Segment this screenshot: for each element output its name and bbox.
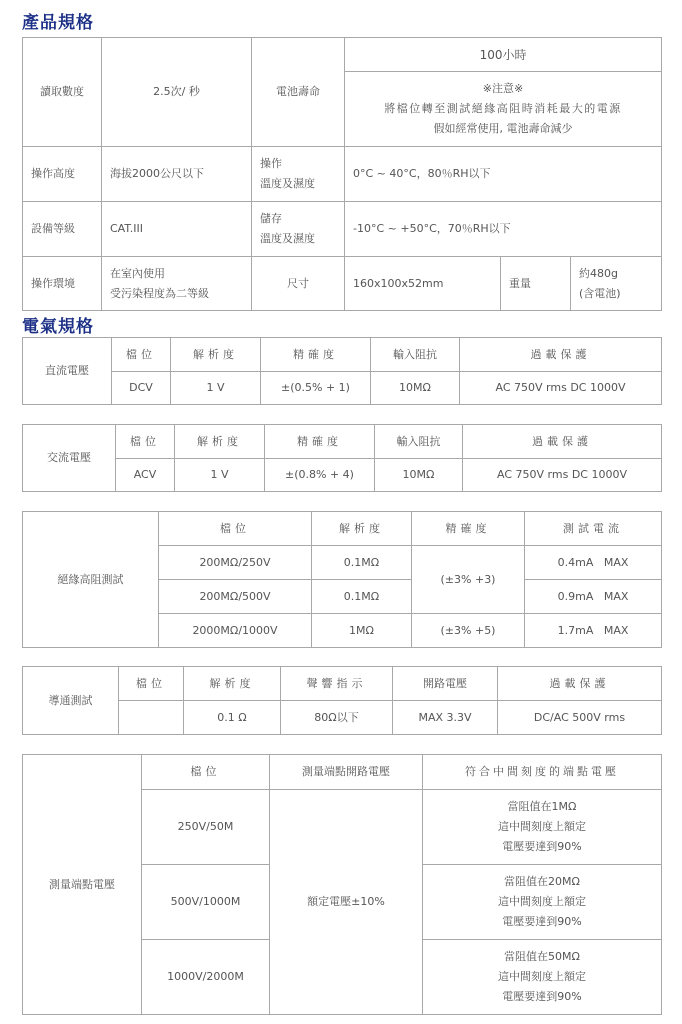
- note-line: 這中間刻度上額定: [498, 820, 586, 833]
- environment-value-line: 受污染程度為二等級: [110, 286, 209, 300]
- table-header: 過載保護: [463, 425, 662, 459]
- table-header: 開路電壓: [393, 667, 498, 701]
- table-cell: 0.1 Ω: [184, 701, 281, 735]
- table-cell: [119, 701, 184, 735]
- category-label: 設備等級: [23, 202, 102, 257]
- size-label: 尺寸: [252, 257, 345, 311]
- category-value: CAT.III: [102, 202, 252, 257]
- table-header: 檔位: [112, 338, 171, 372]
- note-line: 電壓要達到90%: [502, 840, 582, 853]
- read-rate-value: 2.5次/ 秒: [102, 38, 252, 147]
- insulation-table: [22, 511, 662, 648]
- continuity-table: [22, 666, 662, 735]
- weight-value-line: (含電池): [579, 286, 621, 300]
- table-cell: [423, 790, 662, 865]
- environment-label: 操作環境: [23, 257, 102, 311]
- continuity-label: 導通測試: [23, 667, 119, 735]
- table-header: 過載保護: [460, 338, 662, 372]
- battery-value: 100小時: [345, 38, 662, 72]
- environment-value: [102, 257, 252, 311]
- table-cell: 0.4mA MAX: [525, 546, 662, 580]
- table-header: 測試電流: [525, 512, 662, 546]
- acv-table: [22, 424, 662, 492]
- op-temp-label: [252, 147, 345, 202]
- terminal-voltage-table: [22, 754, 662, 1015]
- op-temp-value: 0°C ~ 40°C，80％RH以下: [345, 147, 662, 202]
- table-cell: ±(0.8% + 4): [265, 459, 375, 492]
- table-cell: (±3% +3): [412, 546, 525, 614]
- weight-label: 重量: [501, 257, 571, 311]
- table-cell: MAX 3.3V: [393, 701, 498, 735]
- read-rate-label: 讀取數度: [23, 38, 102, 147]
- weight-value: [571, 257, 662, 311]
- table-header: 符合中間刻度的端點電壓: [423, 755, 662, 790]
- electrical-spec-title: 電氣規格: [22, 317, 94, 337]
- table-header: 精確度: [261, 338, 371, 372]
- table-cell: [423, 940, 662, 1015]
- table-cell: 0.1MΩ: [312, 580, 412, 614]
- table-cell: DC/AC 500V rms: [498, 701, 662, 735]
- table-header: 精確度: [265, 425, 375, 459]
- altitude-value: 海拔2000公尺以下: [102, 147, 252, 202]
- altitude-label: 操作高度: [23, 147, 102, 202]
- note-line: 電壓要達到90%: [502, 915, 582, 928]
- table-header: 輸入阻抗: [371, 338, 460, 372]
- weight-value-line: 約480g: [579, 266, 618, 280]
- table-cell: 500V/1000M: [142, 865, 270, 940]
- table-header: 聲響指示: [281, 667, 393, 701]
- table-cell: ACV: [116, 459, 175, 492]
- table-cell: 10MΩ: [375, 459, 463, 492]
- note-line: 這中間刻度上額定: [498, 970, 586, 983]
- table-header: 解析度: [184, 667, 281, 701]
- dcv-table: [22, 337, 662, 405]
- storage-temp-value: -10°C ~ +50°C，70％RH以下: [345, 202, 662, 257]
- size-value: 160x100x52mm: [345, 257, 501, 311]
- table-header: 檔位: [159, 512, 312, 546]
- table-header: 精確度: [412, 512, 525, 546]
- note-line: 當阻值在50MΩ: [504, 950, 580, 963]
- note-line: 電壓要達到90%: [502, 990, 582, 1003]
- table-cell: (±3% +5): [412, 614, 525, 648]
- table-cell: AC 750V rms DC 1000V: [460, 372, 662, 405]
- note-line: 這中間刻度上額定: [498, 895, 586, 908]
- dcv-label: 直流電壓: [23, 338, 112, 405]
- storage-temp-label-line: 儲存: [260, 212, 282, 225]
- table-cell: 2000MΩ/1000V: [159, 614, 312, 648]
- table-cell: 80Ω以下: [281, 701, 393, 735]
- table-header: 解析度: [312, 512, 412, 546]
- battery-note-line: 假如經常使用, 電池壽命減少: [433, 122, 573, 135]
- insulation-label: 絕緣高阻測試: [23, 512, 159, 648]
- product-spec-table: [22, 37, 662, 311]
- battery-note-line: 將檔位轉至測試絕緣高阻時消耗最大的電源: [384, 102, 622, 115]
- terminal-voltage-label: 測量端點電壓: [23, 755, 142, 1015]
- table-cell: 200MΩ/250V: [159, 546, 312, 580]
- environment-value-line: 在室內使用: [110, 266, 165, 280]
- product-spec-title: 產品規格: [22, 13, 94, 33]
- battery-label: 電池壽命: [252, 38, 345, 147]
- table-cell: DCV: [112, 372, 171, 405]
- table-header: 解析度: [171, 338, 261, 372]
- table-cell: 1 V: [171, 372, 261, 405]
- table-cell: AC 750V rms DC 1000V: [463, 459, 662, 492]
- note-line: 當阻值在20MΩ: [504, 875, 580, 888]
- table-header: 輸入阻抗: [375, 425, 463, 459]
- table-cell: 250V/50M: [142, 790, 270, 865]
- table-cell: 額定電壓±10%: [270, 790, 423, 1015]
- table-cell: 1MΩ: [312, 614, 412, 648]
- acv-label: 交流電壓: [23, 425, 116, 492]
- table-cell: 1 V: [175, 459, 265, 492]
- table-cell: ±(0.5% + 1): [261, 372, 371, 405]
- storage-temp-label-line: 溫度及濕度: [260, 232, 315, 245]
- battery-note-line: ※注意※: [482, 82, 524, 95]
- table-cell: 200MΩ/500V: [159, 580, 312, 614]
- op-temp-label-line: 操作: [260, 157, 282, 170]
- table-header: 解析度: [175, 425, 265, 459]
- table-cell: [423, 865, 662, 940]
- table-cell: 10MΩ: [371, 372, 460, 405]
- op-temp-label-line: 溫度及濕度: [260, 177, 315, 190]
- table-cell: 0.1MΩ: [312, 546, 412, 580]
- table-header: 測量端點開路電壓: [270, 755, 423, 790]
- table-header: 過載保護: [498, 667, 662, 701]
- table-header: 檔位: [142, 755, 270, 790]
- battery-note: [345, 72, 662, 147]
- storage-temp-label: [252, 202, 345, 257]
- table-cell: 1.7mA MAX: [525, 614, 662, 648]
- table-header: 檔位: [119, 667, 184, 701]
- table-cell: 1000V/2000M: [142, 940, 270, 1015]
- table-cell: 0.9mA MAX: [525, 580, 662, 614]
- note-line: 當阻值在1MΩ: [507, 800, 577, 813]
- table-header: 檔位: [116, 425, 175, 459]
